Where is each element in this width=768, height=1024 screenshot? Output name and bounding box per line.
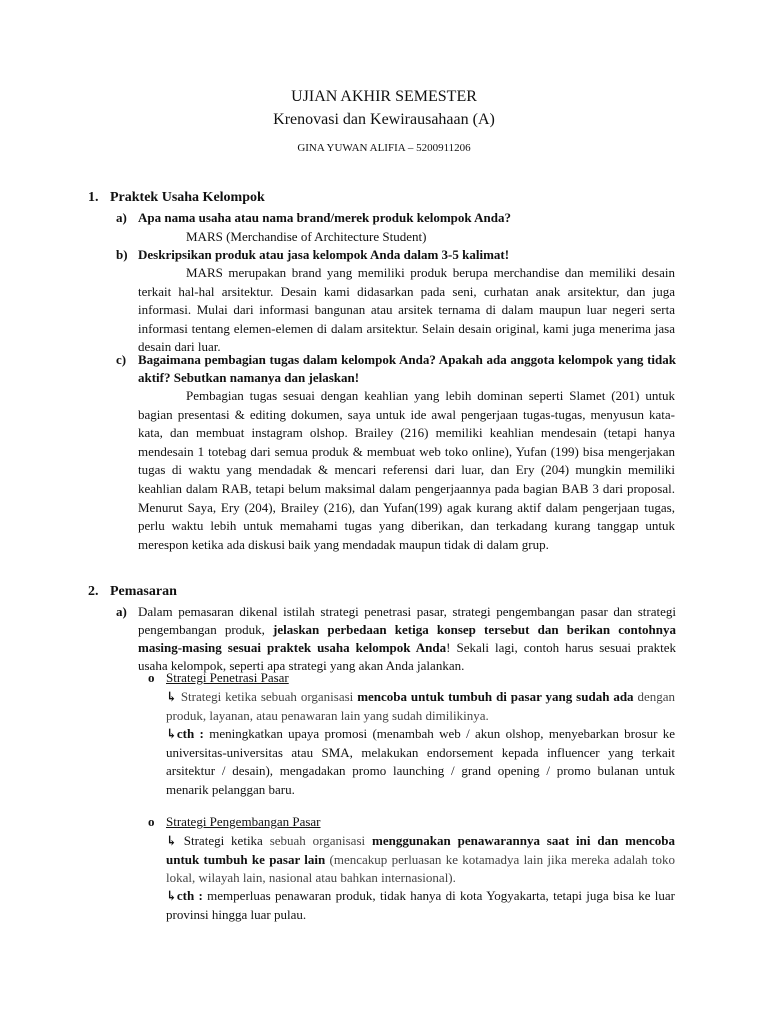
answer-1c: Pembagian tugas sesuai dengan keahlian yang lebih dominan seperti Slamet (201) untuk bagian presentasi & editing dokumen, saya untuk ide awal pengerjaan tugas-tugas, menyusun kata-kata, dan membuat instagram olshop. Brailey (216) memiliki keahlian mendesain (tetapi hanya mendesain 1 totebag dari semua produk & membuat web toko online), Yufan (199) bisa mengerjakan tugas di waktu yang mendadak & mencari referensi dari luar, dan Ery (204) mungkin memiliki keahlian dalam RAB, tetapi belum maksimal dalam pengerjaannya pada bagian BAB 3 dari proposal. Menurut Saya, Ery (204), Brailey (216), dan Yufan(199) agak kurang aktif dalam pengerjaan tugas, perlu waktu lebih untuk memahami tugas yang diberikan, dan terkadang kurang tanggap untuk merespon ketika ada diskusi baik yang mendadak maupun tidak di dalam grup. <box>138 388 675 552</box>
strategy-2-example-label: cth : <box>176 888 203 903</box>
arrow-return-icon: ↳ <box>166 888 177 903</box>
strategy-1-heading <box>148 670 289 686</box>
strategy-1-title: Strategi Penetrasi Pasar <box>166 670 289 685</box>
strategy-1-example <box>166 725 675 799</box>
author-line: GINA YUWAN ALIFIA – 5200911206 <box>297 142 471 154</box>
section-2-heading <box>88 584 177 600</box>
answer-1a: MARS (Merchandise of Architecture Student) <box>186 229 427 244</box>
question-1a <box>116 209 676 227</box>
bullet-icon: o <box>148 670 155 685</box>
strategy-1-example-label: cth : <box>176 726 204 741</box>
question-2a-label: a) <box>116 604 127 619</box>
strategy-2-definition <box>166 832 675 888</box>
arrow-return-icon: ↳ <box>166 689 177 704</box>
strategy-2-def-emphasis: menggunakan penawarannya saat ini dan mencoba untuk tumbuh ke pasar lain <box>166 833 676 867</box>
section-1-number: 1. <box>88 190 99 205</box>
question-1a-text: Apa nama usaha atau nama brand/merek produk kelompok Anda? <box>138 210 512 225</box>
question-2a-emphasis: jelaskan perbedaan ketiga konsep tersebut dan berikan contohnya masing-masing sesuai praktek usaha kelompok Anda <box>138 622 676 655</box>
strategy-1-def-part1: Strategi ketika sebuah organisasi <box>180 689 358 704</box>
question-2a-part1: Dalam pemasaran dikenal istilah strategi penetrasi pasar, strategi pengembangan pasar dan strategi pengembangan produk, <box>138 604 676 637</box>
strategy-1-def-part3: dengan produk, layanan, atau penawaran lain yang sudah dimilikinya. <box>166 689 676 723</box>
strategy-2-example <box>166 887 675 924</box>
question-1c-text: Bagaimana pembagian tugas dalam kelompok Anda? Apakah ada anggota kelompok yang tidak aktif? Sebutkan namanya dan jelaskan! <box>138 352 676 385</box>
section-2-title: Pemasaran <box>110 584 177 599</box>
section-2-number: 2. <box>88 584 99 599</box>
question-1c-label: c) <box>116 352 127 367</box>
question-1a-label: a) <box>116 210 127 225</box>
arrow-return-icon: ↳ <box>166 833 177 848</box>
strategy-2-def-part3: (mencakup perluasan ke kotamadya lain jika mereka adalah toko lokal, wilayah lain, nasional atau bahkan internasional). <box>166 851 675 886</box>
strategy-1-def-emphasis: mencoba untuk tumbuh di pasar yang sudah ada <box>357 689 634 704</box>
bullet-icon: o <box>148 814 155 829</box>
question-1c <box>116 351 676 387</box>
arrow-return-icon: ↳ <box>166 726 177 741</box>
strategy-2-def-part1: Strategi ketika <box>183 833 270 848</box>
question-2a <box>116 603 676 675</box>
section-1-title: Praktek Usaha Kelompok <box>110 190 265 205</box>
strategy-1-definition <box>166 688 675 725</box>
document-subtitle: Krenovasi dan Kewirausahaan (A) <box>273 111 495 128</box>
strategy-2-example-text: memperluas penawaran produk, tidak hanya di kota Yogyakarta, tetapi juga bisa ke luar provinsi hingga luar pulau. <box>166 888 675 922</box>
section-1-heading <box>88 190 265 206</box>
strategy-2-def-part1b: sebuah organisasi <box>269 833 372 848</box>
question-2a-part3: ! Sekali lagi, contoh harus sesuai praktek usaha kelompok, seperti apa strategi yang akan Anda jalankan. <box>138 640 676 673</box>
strategy-2-title: Strategi Pengembangan Pasar <box>166 814 321 829</box>
strategy-2-heading <box>148 814 321 830</box>
question-1b <box>116 246 676 264</box>
question-2a-text <box>138 603 676 675</box>
answer-1b: MARS merupakan brand yang memiliki produk berupa merchandise dan memiliki desain terkait hal-hal arsitektur. Desain kami didasarkan pada seni, curhatan anak arsitektur, dan juga informasi. Mulai dari informasi bangunan atau arsitek ternama di dalam maupun luar negeri serta informasi tentang elemen-elemen di dalam arsitektur. Selain desain original, kami juga menerima jasa desain dari luar. <box>138 265 675 355</box>
question-1b-label: b) <box>116 247 128 262</box>
strategy-1-example-text: meningkatkan upaya promosi (menambah web / akun olshop, menyebarkan brosur ke universitas-universitas atau SMA, melakukan endorsement kepada influencer yang terkait arsitektur / desain), mengadakan promo launching / grand opening / promo bulanan untuk menarik pelanggan baru. <box>166 726 675 797</box>
question-1b-text: Deskripsikan produk atau jasa kelompok Anda dalam 3-5 kalimat! <box>138 247 510 262</box>
document-title: UJIAN AKHIR SEMESTER <box>291 88 477 105</box>
